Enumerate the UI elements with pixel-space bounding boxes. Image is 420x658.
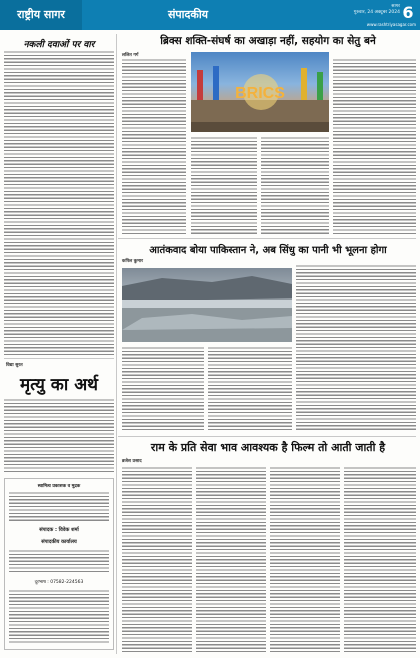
issue-date: गुरुवार, 24 अक्टूबर 2024	[353, 10, 400, 15]
office-label: संपादकीय कार्यालय	[41, 539, 77, 545]
article-body	[296, 264, 416, 432]
article-body	[122, 346, 204, 432]
headline-ram-film: राम के प्रति सेवा भाव आवश्यक है फिल्म तो आती जाती है	[150, 441, 386, 454]
dam-photo-art	[122, 268, 292, 342]
headline-brics: ब्रिक्स शक्ति-संघर्ष का अखाड़ा नहीं, सहयोग का सेतु बने	[160, 35, 376, 47]
page-number: 6	[402, 3, 414, 22]
byline-death: विद्या सुरत	[6, 363, 23, 368]
dam-river-photo	[122, 268, 292, 342]
article-body	[191, 136, 257, 234]
divider	[4, 358, 114, 359]
editor-label: संपादक : विवेक शर्मा	[39, 527, 79, 533]
brics-photo-text: BRICS	[235, 85, 285, 102]
headline-terror-indus: आतंकवाद बोया पाकिस्तान ने, अब सिंधु का पानी भी भूलना होगा	[149, 245, 387, 256]
newspaper-logo: राष्ट्रीय सागर	[0, 0, 82, 30]
website-url: www.rashtriyasagar.com	[366, 22, 416, 27]
article-body	[208, 346, 292, 432]
divider	[118, 238, 416, 239]
phone: दूरभाष : 07582-224563	[34, 580, 84, 585]
article-body	[4, 398, 114, 474]
article-body	[333, 58, 416, 234]
article-body	[196, 466, 266, 652]
byline-terror: कपिल कुमार	[122, 259, 143, 264]
brics-photo-art	[191, 52, 329, 132]
imprint-text	[9, 549, 109, 573]
article-body	[122, 466, 192, 652]
column-divider	[116, 34, 117, 654]
city: सागर	[391, 4, 400, 9]
headline-fake-drugs: नकली दवाओं पर वार	[23, 40, 95, 50]
article-body	[261, 136, 329, 234]
byline-brics: ललित गर्ग	[122, 53, 139, 58]
imprint-text	[9, 589, 109, 645]
dateline	[330, 4, 400, 16]
article-body	[344, 466, 416, 652]
article-body	[122, 58, 186, 234]
imprint-line: स्वामित्व प्रकाशक व मुद्रक	[37, 484, 81, 489]
article-body	[4, 50, 114, 355]
section-title: संपादकीय	[168, 8, 209, 21]
masthead	[0, 0, 420, 30]
headline-meaning-of-death: मृत्यु का अर्थ	[19, 375, 99, 395]
article-body	[270, 466, 340, 652]
imprint-text	[9, 491, 109, 521]
byline-ram: ब्रजेश प्रसाद	[122, 459, 142, 464]
imprint-box	[4, 478, 114, 650]
brics-summit-photo	[191, 52, 329, 132]
divider	[118, 436, 416, 437]
